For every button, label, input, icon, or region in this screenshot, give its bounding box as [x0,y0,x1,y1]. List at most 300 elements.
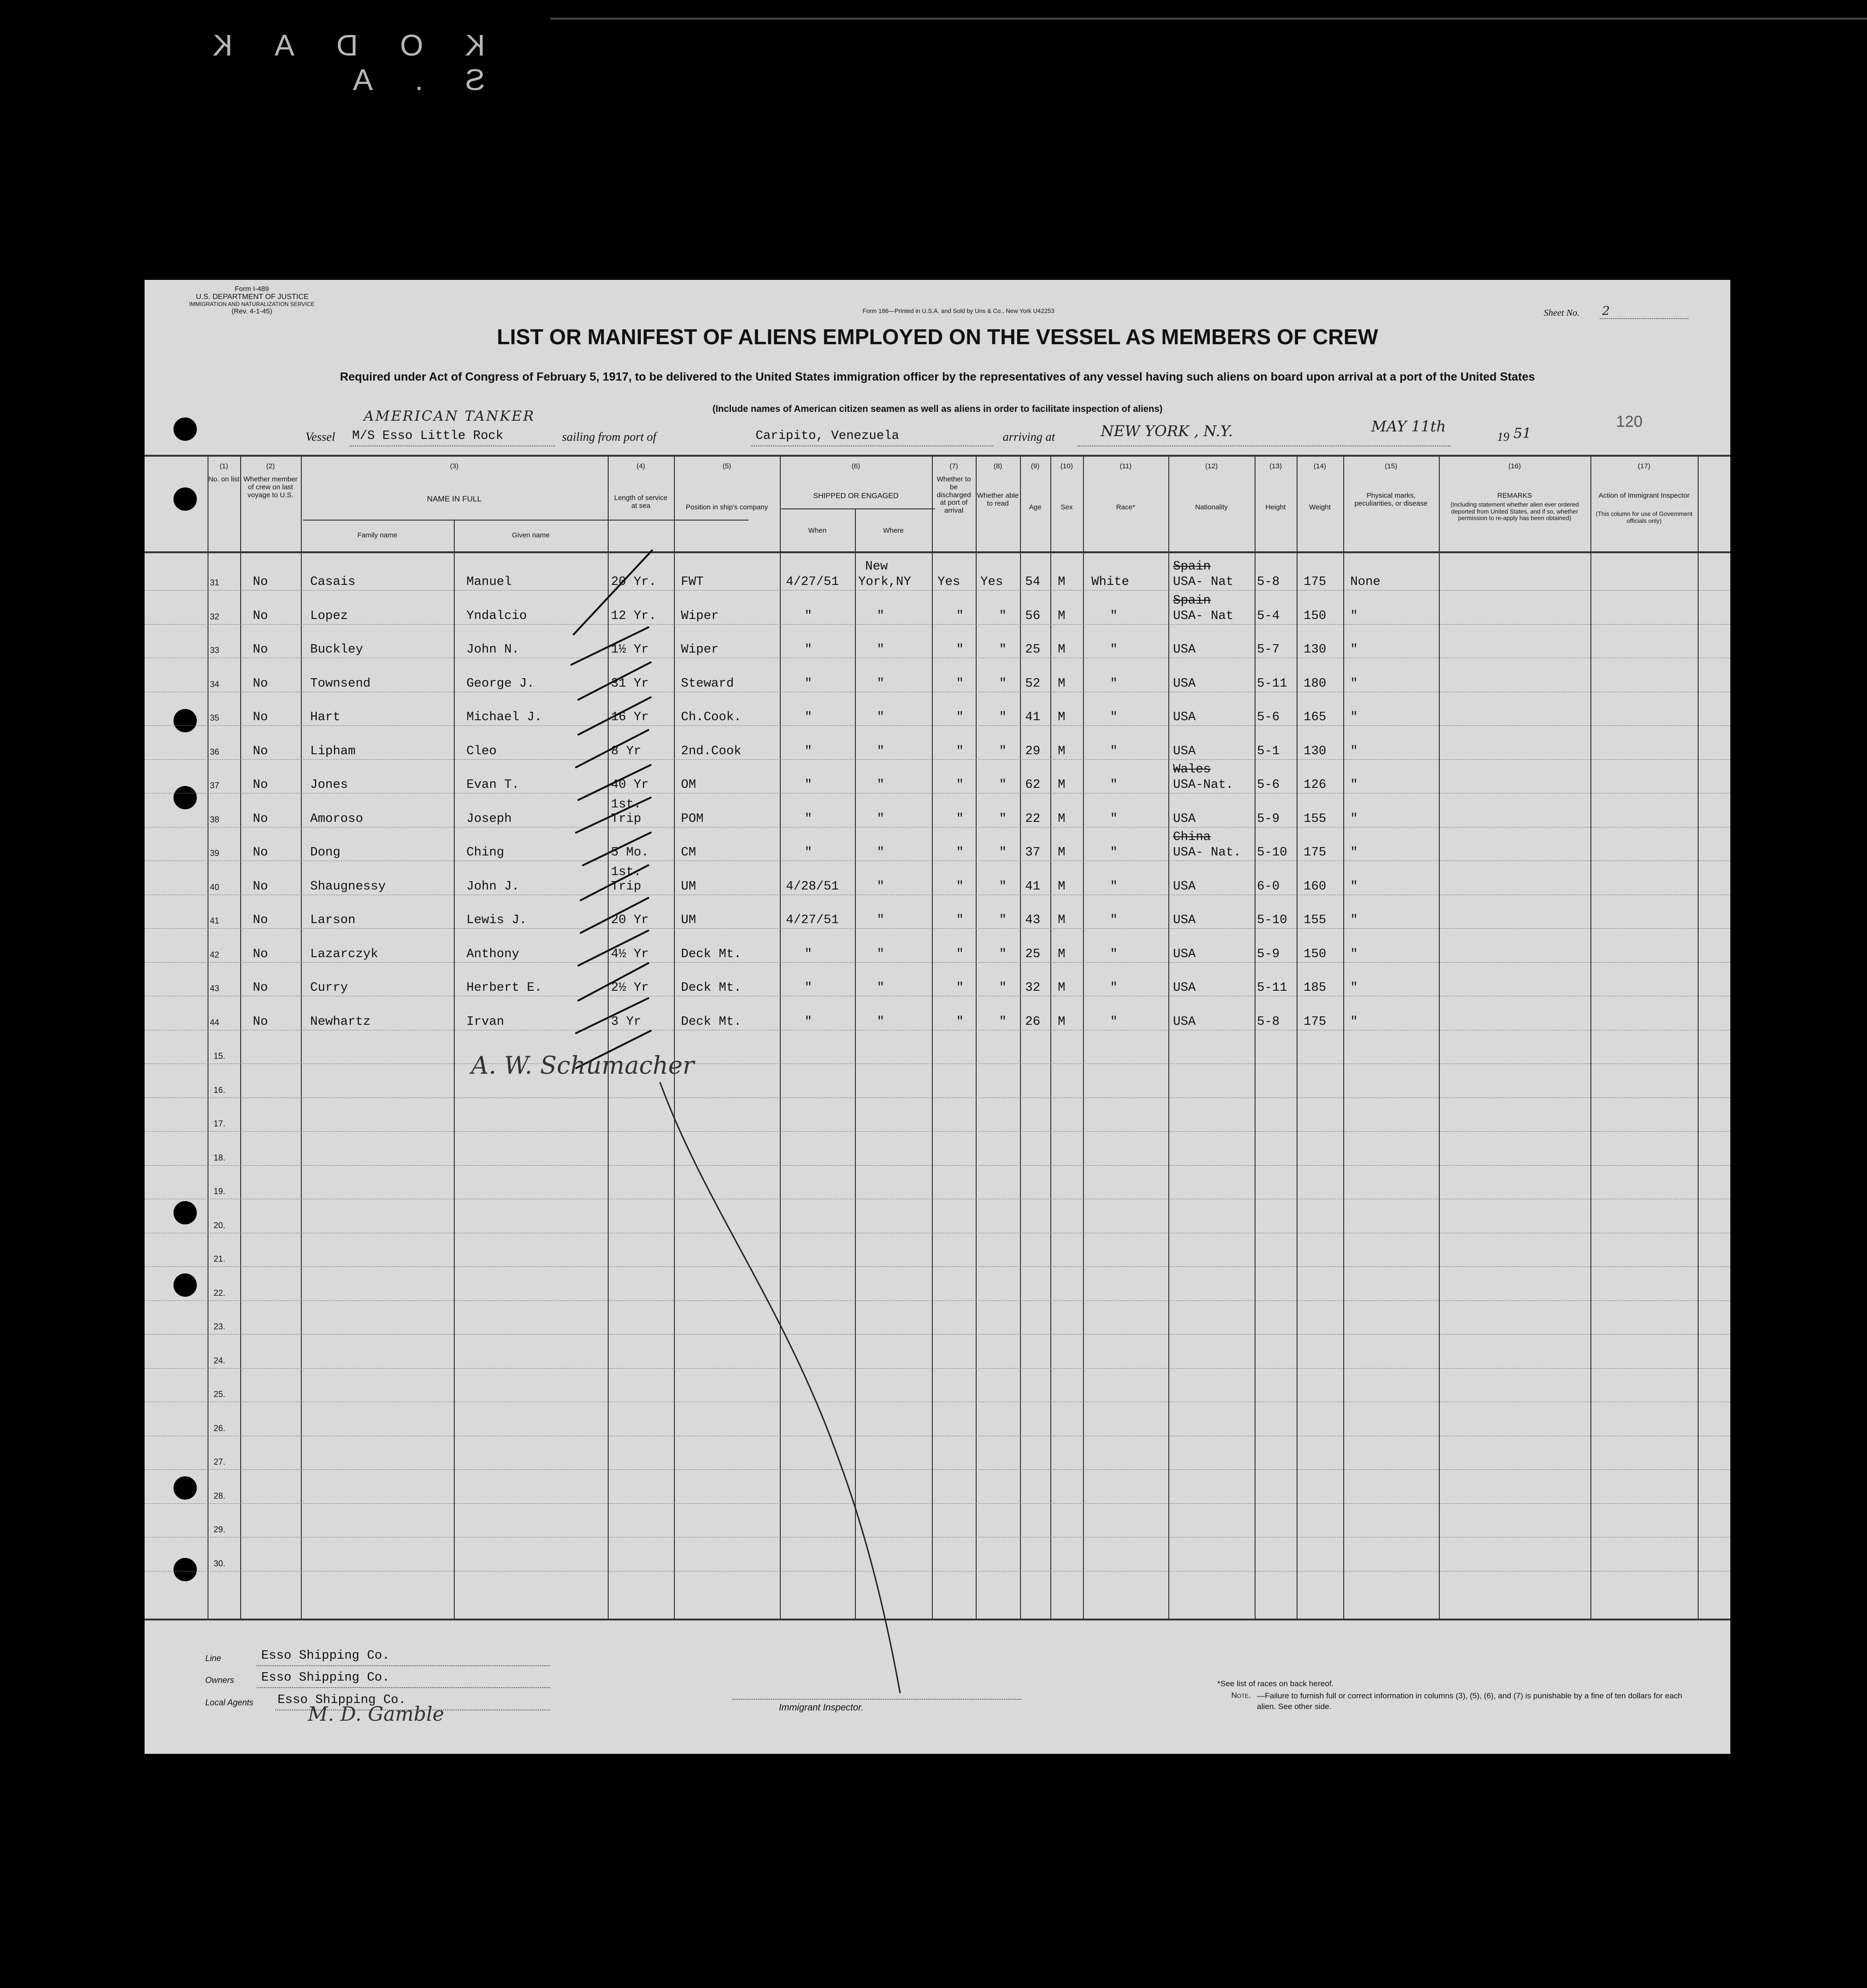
col5-number: (5) [722,462,731,470]
race: " [1110,710,1118,724]
nationality: USA [1173,676,1196,691]
line-underline [257,1665,550,1666]
col16-number: (16) [1508,462,1521,470]
shipped-where: " [877,744,885,758]
height: 5-7 [1257,643,1280,657]
height: 5-8 [1257,575,1280,589]
shipped-when: " [805,609,812,623]
service-length: 16 Yr [611,710,649,724]
position: 2nd.Cook [681,744,742,758]
empty-row-number: 20. [214,1220,226,1230]
col8-label: Whether able to read [977,492,1019,507]
col3-given: Given name [512,531,550,539]
family-name: Buckley [310,643,363,657]
col7-number: (7) [949,462,958,470]
shipped-when: " [805,778,812,792]
age: 56 [1025,609,1041,623]
age: 41 [1025,710,1041,724]
shipped-when: " [805,676,812,691]
weight: 150 [1304,947,1326,961]
row-number: 42 [210,950,220,959]
col15-label: Physical marks, peculiarities, or disease [1354,492,1428,507]
sheet-number: 2 [1602,304,1610,318]
crew-last-voyage: No [253,947,268,961]
departure-port: Caripito, Venezuela [756,429,899,443]
empty-row-number: 29. [214,1525,226,1534]
given-name: George J. [466,676,534,691]
race: " [1110,1015,1118,1029]
sex: M [1058,913,1066,927]
col17-sub: (This column for use of Government officials only) [1596,510,1693,524]
height: 5-11 [1257,981,1287,995]
physical-marks: " [1350,981,1358,995]
able-to-read: " [999,609,1007,623]
nationality: USA- Nat [1173,575,1234,589]
service-length: 1½ Yr [611,643,649,657]
check-stroke [581,865,648,900]
form-number: Form I-489 [235,285,269,293]
printer-line: Form 186—Printed in U.S.A. and Sold by Uns & Co., New York U42253 [862,307,1055,314]
service-length: 2½ Yr [611,981,649,995]
able-to-read: " [999,744,1007,758]
sailing-label: sailing from port of [562,430,657,444]
sex: M [1058,609,1066,623]
age: 26 [1025,1015,1041,1029]
crew-last-voyage: No [253,812,268,826]
vessel-label: Vessel [305,430,335,444]
row-number: 35 [210,713,220,723]
crew-last-voyage: No [253,744,268,758]
crew-last-voyage: No [253,1015,268,1029]
col8-number: (8) [993,462,1002,470]
able-to-read: " [999,947,1007,961]
empty-row-number: 18. [214,1153,226,1162]
nationality: USA-Nat. [1173,778,1234,792]
weight: 185 [1304,981,1326,995]
service: IMMIGRATION AND NATURALIZATION SERVICE [189,301,315,307]
col4-number: (4) [636,462,645,470]
weight: 155 [1304,913,1326,927]
check-stroke [578,662,651,700]
agents-label: Local Agents [205,1698,254,1707]
checkmarks-layer [571,550,652,1068]
service-length-line1: 1st. [611,865,641,879]
given-name: Michael J. [466,710,542,724]
row-number: 36 [210,747,220,757]
physical-marks: " [1350,778,1358,792]
year-prefix: 19 [1497,430,1509,444]
physical-marks: " [1350,710,1358,724]
revision: (Rev. 4-1-45) [231,307,272,315]
age: 52 [1025,676,1041,691]
row-number: 37 [210,781,220,790]
document-title: LIST OR MANIFEST OF ALIENS EMPLOYED ON THE VESSEL AS MEMBERS OF CREW [497,325,1378,349]
race: " [1110,744,1118,758]
sex: M [1058,846,1066,860]
inspector-signature-line [732,1699,1021,1700]
family-name: Dong [310,846,340,860]
nationality: USA [1173,744,1196,758]
nationality-struck: Spain [1173,593,1211,608]
race: " [1110,879,1118,894]
weight: 165 [1304,710,1326,724]
check-stroke [583,833,651,865]
position: Wiper [681,609,719,623]
shipped-where: " [877,609,885,623]
position: FWT [681,575,704,589]
given-name: Cleo [466,744,497,758]
physical-marks: " [1350,812,1358,826]
physical-marks: " [1350,913,1358,927]
nationality: USA [1173,1015,1196,1029]
race: " [1110,812,1118,826]
discharged: " [956,676,964,691]
film-edge-line [550,18,1867,20]
row-number: 34 [210,679,220,689]
row-number: 44 [210,1017,220,1027]
physical-marks: " [1350,1015,1358,1029]
note-text: —Failure to furnish full or correct information in columns (3), (5), (6), and (7) is punishable by a fine of ten dollars for each alien. See other side. [1257,1691,1682,1711]
crew-last-voyage: No [253,710,268,724]
age: 54 [1025,575,1041,589]
position: Wiper [681,643,719,657]
col3-family: Family name [357,531,397,539]
discharged: " [956,744,964,758]
col4-label: Length of service at sea [614,494,668,510]
height: 5-9 [1257,947,1280,961]
discharged: Yes [937,575,960,589]
able-to-read: " [999,778,1007,792]
col11-number: (11) [1119,462,1132,470]
physical-marks: None [1350,575,1381,589]
race: " [1110,947,1118,961]
row-number: 33 [210,646,220,655]
given-name: Joseph [466,812,512,826]
nationality-struck: Wales [1173,763,1211,777]
shipped-when: " [805,710,812,724]
physical-marks: " [1350,643,1358,657]
col16-label: REMARKS [1497,492,1532,500]
col7-label: Whether to be discharged at port of arrival [937,475,971,515]
check-stroke [576,730,648,767]
service-length: 20 Yr. [611,575,657,589]
empty-row-number: 21. [214,1254,226,1264]
position: Deck Mt. [681,981,742,995]
race: " [1110,778,1118,792]
col14-number: (14) [1313,462,1326,470]
arrival-port: NEW YORK , N.Y. [1101,422,1233,440]
height: 5-8 [1257,1015,1280,1029]
col14-label: Weight [1309,503,1331,511]
crew-last-voyage: No [253,643,268,657]
weight: 160 [1304,879,1326,894]
service-length: 12 Yr. [611,609,657,623]
height: 5-6 [1257,710,1280,724]
col3-number: (3) [450,462,459,470]
weight: 175 [1304,575,1326,589]
document-subtitle: Required under Act of Congress of February 5, 1917, to be delivered to the United States immigration officer by the representatives of any vessel having such aliens on board upon arrival at a port of the United States [340,370,1535,383]
family-name: Larson [310,913,356,927]
crew-last-voyage: No [253,879,268,894]
weight: 175 [1304,846,1326,860]
empty-row-number: 16. [214,1085,226,1095]
height: 5-10 [1257,913,1287,927]
shipped-where: " [877,812,885,826]
discharged: " [956,1015,964,1029]
shipped-where: " [877,879,885,894]
sex: M [1058,947,1066,961]
shipped-where: " [877,676,885,691]
able-to-read: " [999,812,1007,826]
sex: M [1058,710,1066,724]
discharged: " [956,981,964,995]
crew-last-voyage: No [253,676,268,691]
family-name: Jones [310,778,348,792]
shipped-when: " [805,744,812,758]
position: Steward [681,676,734,691]
race: " [1110,676,1118,691]
col5-label: Position in ship's company [686,503,768,511]
col1-label: No. on list [208,475,240,483]
nationality: USA [1173,879,1196,894]
department: U.S. DEPARTMENT OF JUSTICE [196,293,309,301]
line-value: Esso Shipping Co. [261,1649,390,1663]
service-length: 20 Yr [611,913,649,927]
agents-value: Esso Shipping Co. [278,1693,406,1707]
shipped-when: 4/28/51 [786,879,839,894]
service-length: 3 Yr [611,1015,641,1029]
empty-row-number: 27. [214,1457,226,1467]
position: POM [681,812,704,826]
col13-label: Height [1265,503,1286,511]
service-length: 31 Yr [611,676,649,691]
col16-sub: (Including statement whether alien ever ordered deported from United States, and if so, whether permission to re-apply has been obtained) [1450,501,1579,522]
given-name: Yndalcio [466,609,527,623]
col17-number: (17) [1638,462,1651,470]
service-length: Trip [611,879,641,894]
given-name: John N. [466,643,520,657]
empty-row-number: 26. [214,1423,226,1433]
discharged: " [956,778,964,792]
row-number: 40 [210,882,220,892]
able-to-read: " [999,913,1007,927]
crew-last-voyage: No [253,913,268,927]
service-length: Trip [611,812,641,826]
height: 6-0 [1257,879,1280,894]
shipped-when: " [805,1015,812,1029]
able-to-read: " [999,879,1007,894]
empty-row-number: 23. [214,1322,226,1331]
col9-label: Age [1029,503,1041,511]
col11-label: Race* [1116,503,1135,511]
shipped-where: " [877,947,885,961]
arriving-label: arriving at [1003,430,1055,444]
row-number: 38 [210,814,220,824]
arrival-date: MAY 11th [1371,417,1446,435]
given-name: Irvan [466,1015,505,1029]
row-number: 31 [210,578,220,587]
col15-number: (15) [1385,462,1397,470]
shipped-when: " [805,981,812,995]
crew-last-voyage: No [253,609,268,623]
crew-last-voyage: No [253,981,268,995]
sex: M [1058,575,1066,589]
check-stroke [581,898,648,933]
discharged: " [956,947,964,961]
col2-number: (2) [266,462,275,470]
age: 25 [1025,643,1041,657]
age: 41 [1025,879,1041,894]
given-name: John J. [466,879,520,894]
nationality-struck: Spain [1173,560,1211,574]
able-to-read: " [999,1015,1007,1029]
sex: M [1058,676,1066,691]
discharged: " [956,643,964,657]
check-stroke [576,998,648,1033]
shipped-where: " [877,1015,885,1029]
crew-last-voyage: No [253,575,268,589]
shipped-when: 4/27/51 [786,575,839,589]
family-name: Shaugnessy [310,879,386,894]
check-stroke [578,765,651,800]
vessel-type-handwritten: AMERICAN TANKER [364,408,535,424]
age: 37 [1025,846,1041,860]
empty-row-number: 28. [214,1491,226,1501]
shipped-when: " [805,846,812,860]
races-note: *See list of races on back hereof. [1217,1679,1334,1688]
weight: 175 [1304,1015,1326,1029]
row-number: 41 [210,916,220,925]
discharged: " [956,879,964,894]
crew-last-voyage: No [253,778,268,792]
col9-number: (9) [1031,462,1040,470]
weight: 155 [1304,812,1326,826]
shipped-when: " [805,947,812,961]
service-length: 4½ Yr [611,947,649,961]
vessel-name: M/S Esso Little Rock [352,429,504,443]
document-note: (Include names of American citizen seamen as well as aliens in order to facilitate inspection of aliens) [712,404,1163,414]
inspector-signature: A. W. Schumacher [471,1052,694,1080]
shipped-where: " [877,643,885,657]
height: 5-4 [1257,609,1280,623]
empty-row-number: 17. [214,1119,226,1128]
line-label: Line [205,1654,222,1663]
family-name: Casais [310,575,356,589]
family-name: Amoroso [310,812,363,826]
height: 5-9 [1257,812,1280,826]
shipped-when: " [805,643,812,657]
sex: M [1058,778,1066,792]
check-stroke [578,697,651,735]
col3-label: NAME IN FULL [427,494,482,503]
age: 29 [1025,744,1041,758]
discharged: " [956,913,964,927]
sex: M [1058,643,1066,657]
discharged: " [956,812,964,826]
empty-row-number: 25. [214,1390,226,1399]
shipped-where: York,NY [858,575,911,589]
family-name: Curry [310,981,348,995]
check-stroke [578,931,648,966]
able-to-read: " [999,710,1007,724]
height: 5-10 [1257,846,1287,860]
col10-number: (10) [1060,462,1073,470]
col6-when: When [808,527,827,535]
col12-label: Nationality [1195,503,1228,511]
weight: 180 [1304,676,1326,691]
weight: 130 [1304,643,1326,657]
position: Deck Mt. [681,947,742,961]
weight: 150 [1304,609,1326,623]
sex: M [1058,879,1066,894]
service-length: 40 Yr [611,778,649,792]
physical-marks: " [1350,879,1358,894]
shipped-where: " [877,846,885,860]
sex: M [1058,1015,1066,1029]
col6-where: Where [883,527,904,535]
given-name: Anthony [466,947,520,961]
age: 62 [1025,778,1041,792]
able-to-read: " [999,846,1007,860]
col10-label: Sex [1061,503,1073,511]
physical-marks: " [1350,744,1358,758]
signature-tail [660,1082,900,1693]
race: " [1110,981,1118,995]
owners-value: Esso Shipping Co. [261,1671,390,1685]
empty-row-number: 24. [214,1355,226,1365]
nationality: USA [1173,981,1196,995]
given-name: Ching [466,846,505,860]
shipped-where: " [877,981,885,995]
check-stroke [576,798,651,833]
able-to-read: " [999,643,1007,657]
race: " [1110,913,1118,927]
given-name: Lewis J. [466,913,527,927]
physical-marks: " [1350,947,1358,961]
col2-label: Whether member of crew on last voyage to U.S. [243,475,298,499]
row-number: 39 [210,848,220,858]
nationality: USA [1173,643,1196,657]
family-name: Newhartz [310,1015,371,1029]
given-name: Evan T. [466,778,520,792]
weight: 126 [1304,778,1326,792]
able-to-read: " [999,981,1007,995]
ink-marks [145,280,1730,1754]
family-name: Townsend [310,676,371,691]
col6-label: SHIPPED OR ENGAGED [813,492,899,500]
nationality: USA [1173,710,1196,724]
able-to-read: " [999,676,1007,691]
service-length-line1: 1st. [611,797,641,812]
height: 5-6 [1257,778,1280,792]
age: 32 [1025,981,1041,995]
manifest-sheet [145,280,1730,1754]
sex: M [1058,812,1066,826]
family-name: Lopez [310,609,348,623]
service-length: 8 Yr [611,744,641,758]
owners-label: Owners [205,1675,235,1685]
col13-number: (13) [1269,462,1282,470]
check-stroke [571,627,648,665]
shipped-where: " [877,710,885,724]
sex: M [1058,744,1066,758]
given-name: Herbert E. [466,981,542,995]
nationality: USA [1173,947,1196,961]
position: UM [681,879,696,894]
race: " [1110,846,1118,860]
age: 22 [1025,812,1041,826]
empty-row-number: 19. [214,1187,226,1196]
